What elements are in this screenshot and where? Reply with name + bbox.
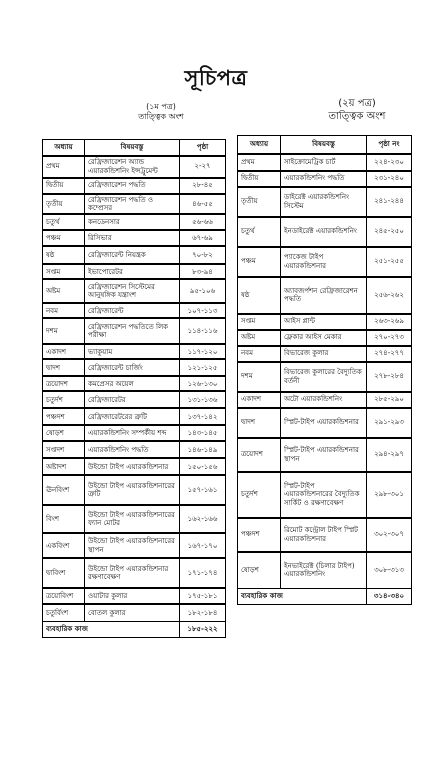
table-row: [43, 178, 226, 194]
page-cell: ২৯৪-২৯৭: [367, 438, 412, 472]
chapter-cell: পঞ্চম: [238, 247, 281, 277]
chapter-cell: ত্রয়োদশ: [238, 438, 281, 472]
page-cell: ২৫৬-২৬২: [367, 277, 412, 314]
topic-cell: ইনভাইরেক্ট (চিলার টাইপ) এয়ারকন্ডিশনিং: [281, 552, 367, 589]
page-cell: ২৮-৪৫: [180, 178, 226, 194]
table-row: [238, 392, 412, 408]
page-cell: ২৬৩-২৬৯: [367, 314, 412, 330]
topic-cell: রিমোট কন্ট্রোল টাইপ স্প্লিট এয়ারকন্ডিশনার: [281, 518, 367, 552]
chapter-cell: চতুর্দশ: [43, 391, 85, 408]
topic-cell: বিভারেজ কুলার: [281, 346, 367, 362]
topic-cell: ডাইরেক্ট এয়ারকন্ডিশনিং সিস্টেম: [281, 187, 367, 217]
table-row: [238, 217, 412, 247]
practical-work-pages: ৩১৪-৩৪০: [367, 589, 412, 605]
page-cell: ১৩১-১৩৬: [180, 391, 226, 408]
table-row: [43, 604, 226, 621]
table-row: [43, 156, 226, 178]
chapter-cell: পঞ্চম: [43, 230, 85, 246]
topic-cell: রেফ্রিজারেশন অ্যান্ড এয়ারকন্ডিশনিং ইন্সট্রুমেন্ট: [85, 156, 180, 178]
table-row: [43, 194, 226, 215]
part2-label: (২য় পত্র): [338, 98, 376, 109]
header-page: পৃষ্ঠা: [180, 140, 226, 156]
topic-cell: রেফ্রিজারেটর: [85, 391, 180, 408]
table-row: [43, 558, 226, 588]
chapter-cell: ত্রয়োদশ: [43, 376, 85, 391]
chapter-cell: তৃতীয়: [43, 194, 85, 215]
topic-cell: ওয়াটার কুলার: [85, 588, 180, 604]
chapter-cell: দ্বাদশ: [43, 359, 85, 376]
header-topic: বিষয়বস্তু: [85, 140, 180, 156]
topic-cell: কনডেনসার: [85, 214, 180, 230]
chapter-cell: একাদশ: [43, 344, 85, 359]
page-cell: ১৬৭-১৭০: [180, 533, 226, 558]
topic-cell: এয়ারকন্ডিশনিং সম্পর্কীয় শব্দ: [85, 425, 180, 441]
table-row: [43, 246, 226, 264]
page-cell: ৮৩-৯৪: [180, 264, 226, 279]
page-cell: ২৮৫-২৯০: [367, 392, 412, 408]
topic-cell: সাইক্রোমেট্রিক চার্ট: [281, 154, 367, 171]
page-cell: ১১৭-১২০: [180, 344, 226, 359]
practical-work-row: [238, 589, 412, 605]
page-cell: ১৮২-১৮৪: [180, 604, 226, 621]
chapter-cell: চতুর্থ: [238, 217, 281, 247]
topic-cell: রেফ্রিজারেন্ট নিয়ন্ত্রক: [85, 246, 180, 264]
topic-cell: রেফ্রিজারেশন পদ্ধতি: [85, 178, 180, 194]
table-row: [43, 475, 226, 505]
page-cell: ২৫১-২৫৫: [367, 247, 412, 277]
page-cell: ২-২৭: [180, 156, 226, 178]
table-row: [43, 376, 226, 391]
table-row: [43, 458, 226, 475]
table-row: [43, 318, 226, 344]
practical-work-label: ব্যবহারিক কাজ: [238, 589, 367, 605]
topic-cell: রিসিভার: [85, 230, 180, 246]
chapter-cell: চতুর্থ: [43, 214, 85, 230]
table-row: [238, 408, 412, 438]
chapter-cell: প্রথম: [238, 154, 281, 171]
header-chapter: অধ্যায়: [238, 136, 281, 154]
topic-cell: রেফ্রিজারেশন পদ্ধতি ও কম্প্রেসর: [85, 194, 180, 215]
table-row: [238, 171, 412, 187]
practical-work-row: [43, 621, 226, 637]
topic-cell: বিভারেজ কুলারের বৈদ্যুতিক বর্তনী: [281, 362, 367, 392]
chapter-cell: একবিংশ: [43, 533, 85, 558]
page-cell: ১৫৭-১৬১: [180, 475, 226, 505]
page-cell: ১২১-১২৫: [180, 359, 226, 376]
table-row: [43, 408, 226, 425]
page-cell: ২৭৪-২৭৭: [367, 346, 412, 362]
chapter-cell: সপ্তম: [238, 314, 281, 330]
page-cell: ১৪৩-১৪৫: [180, 425, 226, 441]
page-cell: ৩০২-৩০৭: [367, 518, 412, 552]
part2-caption: [292, 98, 422, 123]
chapter-cell: দশম: [238, 362, 281, 392]
topic-cell: স্প্লিট-টাইপ এয়ারকন্ডিশনারের বৈদ্যুতিক সার্কিট ও রক্ষণাবেক্ষণ: [281, 472, 367, 518]
table-row: [43, 441, 226, 458]
table-row: [43, 264, 226, 279]
chapter-cell: একাদশ: [238, 392, 281, 408]
chapter-cell: চতুর্দশ: [238, 472, 281, 518]
table-row: [238, 154, 412, 171]
table-row: [238, 187, 412, 217]
chapter-cell: তৃতীয়: [238, 187, 281, 217]
page-cell: ১১৪-১১৬: [180, 318, 226, 344]
header-page: পৃষ্ঠা নং: [367, 136, 412, 154]
chapter-cell: ষোড়শ: [43, 425, 85, 441]
page-cell: ৫৬-৬৬: [180, 214, 226, 230]
page-cell: ৯৫-১০৬: [180, 279, 226, 303]
page-cell: ১৭১-১৭৪: [180, 558, 226, 588]
chapter-cell: নবম: [238, 346, 281, 362]
table-row: [43, 359, 226, 376]
topic-cell: আইস প্লান্ট: [281, 314, 367, 330]
topic-cell: স্প্লিট-টাইপ এয়ারকন্ডিশনার স্থাপন: [281, 438, 367, 472]
table-row: [43, 533, 226, 558]
part1-caption: [96, 102, 226, 122]
topic-cell: উইন্ডো টাইপ এয়ারকন্ডিশনার রক্ষণাবেক্ষণ: [85, 558, 180, 588]
table-row: [43, 505, 226, 533]
topic-cell: রেফ্রিজারেশন সিস্টেমের আনুষঙ্গিক যন্ত্রাংশ: [85, 279, 180, 303]
topic-cell: অ্যাবজর্পশন রেফ্রিজারেশন পদ্ধতি: [281, 277, 367, 314]
table-row: [43, 279, 226, 303]
topic-cell: অটো এয়ারকন্ডিশনিং: [281, 392, 367, 408]
page-cell: ২২৪-২৩০: [367, 154, 412, 171]
page-cell: ৩০৮-৩১৩: [367, 552, 412, 589]
page-cell: ৬৭-৬৯: [180, 230, 226, 246]
page-cell: ১২৬-১৩০: [180, 376, 226, 391]
topic-cell: প্যাকেজ টাইপ এয়ারকন্ডিশনার: [281, 247, 367, 277]
header-chapter: অধ্যায়: [43, 140, 85, 156]
table-row: [238, 346, 412, 362]
chapter-cell: প্রথম: [43, 156, 85, 178]
page-cell: ২৪১-২৪৪: [367, 187, 412, 217]
chapter-cell: দশম: [43, 318, 85, 344]
chapter-cell: অষ্টাদশ: [43, 458, 85, 475]
page-cell: ৭০-৮২: [180, 246, 226, 264]
part2-table: [237, 135, 412, 605]
page-cell: ২৭৮-২৮৪: [367, 362, 412, 392]
chapter-cell: অষ্টম: [43, 279, 85, 303]
chapter-cell: ত্রয়োবিংশ: [43, 588, 85, 604]
topic-cell: রেফ্রিজারেন্ট: [85, 303, 180, 318]
practical-work-label: ব্যবহারিক কাজ: [43, 621, 180, 637]
chapter-cell: দ্বিতীয়: [43, 178, 85, 194]
chapter-cell: ঊনবিংশ: [43, 475, 85, 505]
topic-cell: উইন্ডো টাইপ এয়ারকন্ডিশনারের ত্রুটি: [85, 475, 180, 505]
chapter-cell: পঞ্চদশ: [43, 408, 85, 425]
chapter-cell: নবম: [43, 303, 85, 318]
topic-cell: উইন্ডো টাইপ এয়ারকন্ডিশনার: [85, 458, 180, 475]
table-row: [238, 552, 412, 589]
table-row: [43, 230, 226, 246]
header-topic: বিষয়বস্তু: [281, 136, 367, 154]
page-cell: ১০৭-১১৩: [180, 303, 226, 318]
page-cell: ২৪৫-২৫০: [367, 217, 412, 247]
table-row: [238, 438, 412, 472]
topic-cell: ফ্লেকার আইস মেকার: [281, 330, 367, 346]
page-cell: ১৩৭-১৪২: [180, 408, 226, 425]
page-cell: ১৫০-১৫৬: [180, 458, 226, 475]
table-header-row: [43, 140, 226, 156]
table-row: [238, 330, 412, 346]
page-cell: ২৯৮-৩০১: [367, 472, 412, 518]
topic-cell: রেফ্রিজারেন্ট চার্জিং: [85, 359, 180, 376]
table-row: [238, 362, 412, 392]
topic-cell: ভ্যাকুয়াম: [85, 344, 180, 359]
practical-work-pages: ১৮৫-২২২: [180, 621, 226, 637]
page-cell: ১৭৫-১৮১: [180, 588, 226, 604]
topic-cell: রেফ্রিজারেশন পদ্ধতিতে লিক পরীক্ষা: [85, 318, 180, 344]
table-row: [43, 214, 226, 230]
chapter-cell: চতুর্বিংশ: [43, 604, 85, 621]
table-row: [43, 588, 226, 604]
chapter-cell: অষ্টম: [238, 330, 281, 346]
chapter-cell: দ্বাবিংশ: [43, 558, 85, 588]
page-cell: ১৪৬-১৪৯: [180, 441, 226, 458]
table-row: [238, 518, 412, 552]
part1-label: (১ম পত্র): [146, 102, 176, 111]
table-row: [238, 247, 412, 277]
page-cell: ২৯১-২৯৩: [367, 408, 412, 438]
table-row: [43, 391, 226, 408]
topic-cell: এয়ারকন্ডিশনিং পদ্ধতি: [85, 441, 180, 458]
table-row: [43, 303, 226, 318]
part1-table: [42, 139, 226, 638]
chapter-cell: সপ্তম: [43, 264, 85, 279]
part1-subtitle: তাত্ত্বিক অংশ: [138, 112, 184, 121]
page-title: সূচিপত্র: [184, 66, 248, 90]
chapter-cell: ষষ্ঠ: [238, 277, 281, 314]
page-cell: ২৭০-২৭৩: [367, 330, 412, 346]
table-header-row: [238, 136, 412, 154]
chapter-cell: দ্বাদশ: [238, 408, 281, 438]
topic-cell: কমপ্রেসর অয়েল: [85, 376, 180, 391]
chapter-cell: ষোড়শ: [238, 552, 281, 589]
chapter-cell: ষষ্ঠ: [43, 246, 85, 264]
part2-subtitle: তাত্ত্বিক অংশ: [328, 110, 386, 122]
chapter-cell: পঞ্চদশ: [238, 518, 281, 552]
topic-cell: ইভাপোরেটর: [85, 264, 180, 279]
topic-cell: উইন্ডো টাইপ এয়ারকন্ডিশনারের ফ্যান মোটর: [85, 505, 180, 533]
topic-cell: স্প্লিট-টাইপ এয়ারকন্ডিশনার: [281, 408, 367, 438]
table-row: [238, 277, 412, 314]
page-cell: ৪৬-৫৫: [180, 194, 226, 215]
page-cell: ২৩১-২৪০: [367, 171, 412, 187]
topic-cell: উইন্ডো টাইপ এয়ারকন্ডিশনারের স্থাপন: [85, 533, 180, 558]
chapter-cell: সপ্তদশ: [43, 441, 85, 458]
chapter-cell: দ্বিতীয়: [238, 171, 281, 187]
topic-cell: ইনডাইরেক্ট এয়ারকন্ডিশনিং: [281, 217, 367, 247]
topic-cell: বোতল কুলার: [85, 604, 180, 621]
page-cell: ১৬২-১৬৬: [180, 505, 226, 533]
table-row: [238, 314, 412, 330]
topic-cell: রেফ্রিজারেটরের ত্রুটি: [85, 408, 180, 425]
table-row: [238, 472, 412, 518]
chapter-cell: বিংশ: [43, 505, 85, 533]
table-row: [43, 344, 226, 359]
table-row: [43, 425, 226, 441]
topic-cell: এয়ারকন্ডিশনিং পদ্ধতি: [281, 171, 367, 187]
